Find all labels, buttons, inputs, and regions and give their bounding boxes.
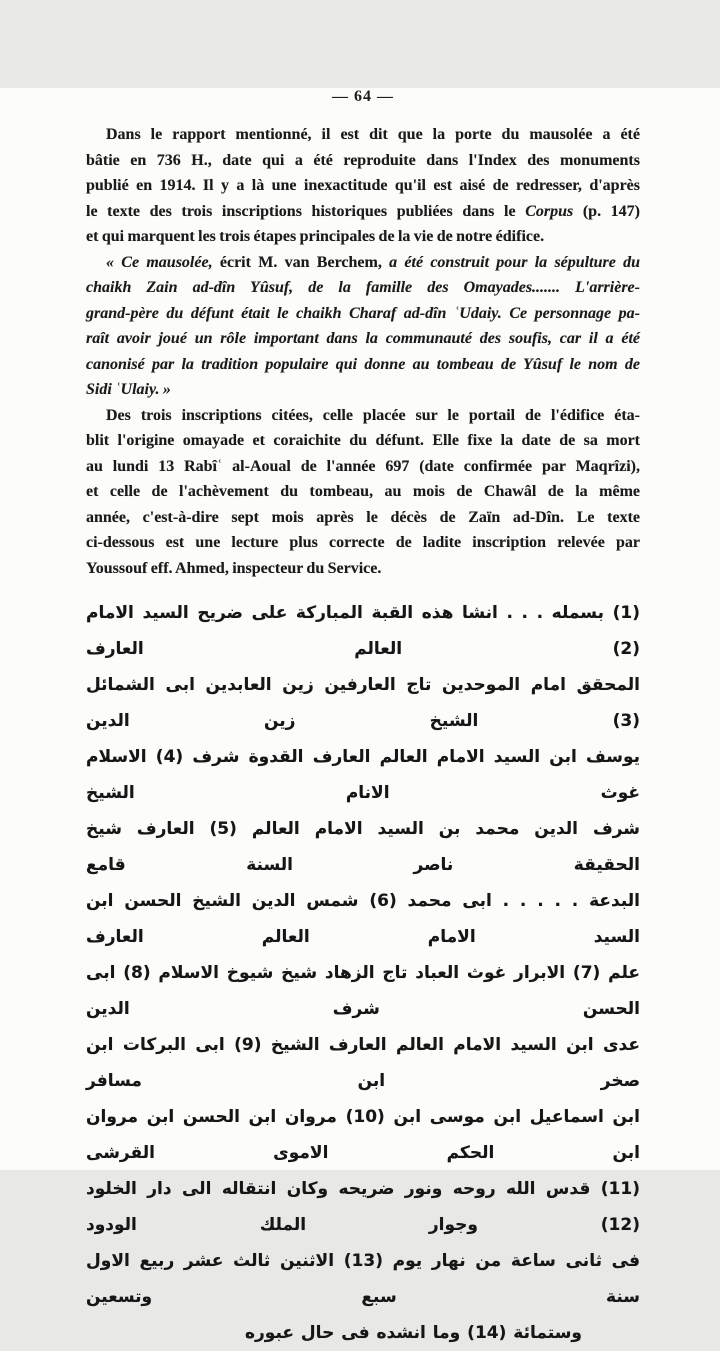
french-line: publié en 1914. Il y a là une inexactitude qu'il est aisé de redresser, d'après: [86, 177, 640, 194]
french-line: blit l'origine omayade et coraichite du défunt. Elle fixe la date de sa mort: [86, 432, 640, 449]
arabic-line: علم (7) الابرار غوث العباد تاج الزهاد شيخ شيوخ الاسلام (8) ابى الحسن شرف الدين: [86, 963, 640, 1019]
arabic-line: عدى ابن السيد الامام العالم العارف الشيخ (9) ابى البركات ابن صخر ابن مسافر: [86, 1035, 640, 1091]
french-line: et qui marquent les trois étapes principales de la vie de notre édifice.: [86, 228, 545, 245]
french-italic-segment: « Ce mausolée,: [106, 253, 220, 271]
arabic-line: (1) بسمله . . . انشا هذه القبة المباركة على ضريح السيد الامام (2) العالم العارف: [86, 603, 640, 659]
arabic-line: فى ثانى ساعة من نهار يوم (13) الاثنين ثالث عشر ربيع الاول سنة سبع وتسعين: [86, 1251, 640, 1307]
french-line: et celle de l'achèvement du tombeau, au mois de Chawâl de la même: [86, 483, 640, 500]
french-line: [86, 199, 640, 225]
french-line: Dans le rapport mentionné, il est dit que la porte du mausolée a été: [106, 126, 640, 143]
french-text-segment: le texte des trois inscriptions historiques publiées dans le: [86, 202, 526, 220]
page-number: — 64 —: [332, 88, 394, 105]
french-line: année, c'est-à-dire sept mois après le décès de Zaïn ad-Dîn. Le texte: [86, 508, 640, 526]
arabic-line: ابن اسماعيل ابن موسى ابن (10) مروان ابن الحسن ابن مروان ابن الحكم الاموى القرشى: [86, 1107, 641, 1163]
paragraph-french-1: [86, 122, 640, 250]
arabic-inscription-block: [86, 595, 640, 1351]
french-line: Des trois inscriptions citées, celle placée sur le portail de l'édifice éta-: [106, 406, 640, 424]
french-line: grand-père du défunt était le chaikh Charaf ad-dîn ʿUdaiy. Ce personnage pa-: [86, 304, 640, 322]
french-line: raît avoir joué un rôle important dans la communauté des soufis, car il a été: [86, 330, 640, 347]
french-line: bâtie en 736 H., date qui a été reproduite dans l'Index des monuments: [86, 151, 640, 169]
paragraph-french-2-quote: [86, 250, 640, 403]
french-line: chaikh Zain ad-dîn Yûsuf, de la famille des Omayades....... L'arrière-: [86, 279, 640, 296]
text-column: [86, 122, 640, 1351]
arabic-line: المحقق امام الموحدين تاج العارفين زين العابدين ابى الشمائل (3) الشيخ زين الدين: [86, 675, 640, 731]
paragraph-french-3: [86, 403, 640, 582]
scanned-book-page: [0, 88, 720, 1343]
arabic-line: شرف الدين محمد بن السيد الامام العالم (5) العارف شيخ الحقيقة ناصر السنة قامع: [86, 819, 640, 875]
french-line: canonisé par la tradition populaire qui donne au tombeau de Yûsuf le nom de: [86, 355, 640, 373]
french-italic-segment: Corpus: [525, 202, 574, 220]
arabic-line: يوسف ابن السيد الامام العالم العارف القدوة شرف (4) الاسلام غوث الانام الشيخ: [86, 747, 641, 803]
arabic-line: وستمائة (14) وما انشده فى حال عبوره: [244, 1323, 582, 1343]
french-line: ci-dessous est une lecture plus correcte de ladite inscription relevée par: [86, 534, 640, 551]
french-text-segment: (p. 147): [573, 202, 641, 220]
french-italic-segment: a été construit pour la sépulture du: [389, 253, 640, 271]
french-line: Sidi ʿUlaiy. »: [86, 381, 171, 398]
french-roman-segment: écrit M. van Berchem,: [219, 253, 390, 271]
french-line: Youssouf eff. Ahmed, inspecteur du Service.: [86, 559, 382, 577]
arabic-line: (11) قدس الله روحه ونور ضريحه وكان انتقاله الى دار الخلود (12) وجوار الملك الودود: [86, 1179, 640, 1235]
french-line: au lundi 13 Rabîʿ al-Aoual de l'année 697 (date confirmée par Maqrîzi),: [86, 457, 640, 475]
arabic-line: البدعة . . . . . ابى محمد (6) شمس الدين الشيخ الحسن ابن السيد الامام العالم العارف: [86, 891, 640, 947]
french-line: [86, 250, 640, 276]
